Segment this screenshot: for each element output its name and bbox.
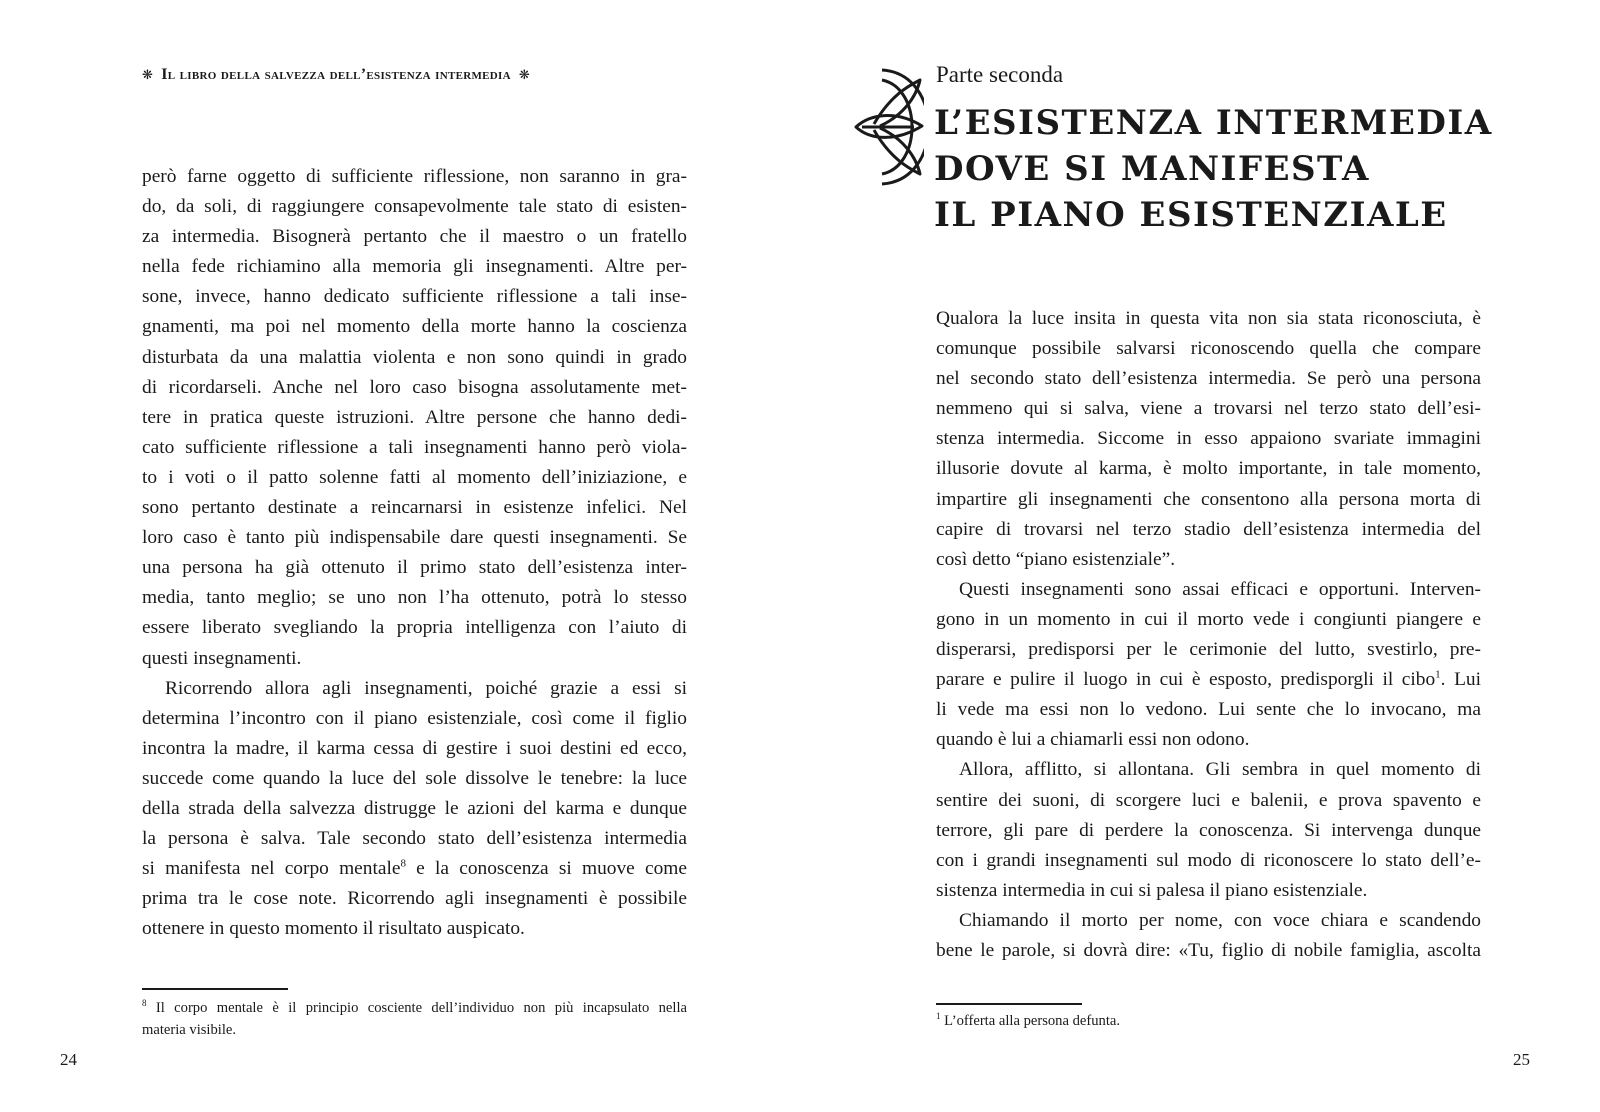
body-text	[142, 162, 687, 944]
header-ornament-icon: ❋	[518, 67, 531, 82]
footnote-line: materia visibile.	[142, 1022, 237, 1038]
text-line: impartire gli insegnamenti che consentono alla persona morta di	[936, 488, 1481, 510]
text-line: comunque possibile salvarsi riconoscendo quella che compare	[936, 338, 1481, 360]
text-line: succede come quando la luce del sole dissolve le tenebre: la luce	[142, 767, 687, 789]
chapter-title	[934, 100, 1534, 238]
lotus-ornament-icon	[852, 66, 924, 188]
text-line: quando è lui a chiamarli essi non odono.	[936, 729, 1250, 751]
header-ornament-icon: ❋	[142, 67, 154, 82]
text-line: loro caso è tanto più indispensabile dare questi insegnamenti. Se	[142, 527, 687, 549]
text-line: Allora, afflitto, si allontana. Gli sembra in quel momento di	[959, 759, 1481, 781]
body-text	[936, 304, 1481, 966]
text-line: do, da soli, di raggiungere consapevolmente tale stato di esisten-	[142, 196, 687, 218]
text-line: una persona ha già ottenuto il primo stato dell’esistenza inter-	[142, 557, 687, 579]
footnote-reference: 1	[1435, 668, 1441, 681]
footnote	[142, 997, 687, 1041]
footnote-text: Il corpo mentale è il principio cosciente dell’individuo non più incapsulato nella	[146, 1000, 687, 1016]
running-header-title: Il libro della salvezza dell’esistenza intermedia	[161, 66, 511, 83]
text-line: gono in un momento in cui il morto vede i congiunti piangere e	[936, 608, 1481, 630]
text-line: Chiamando il morto per nome, con voce chiara e scandendo	[959, 909, 1481, 931]
footnote-marker: 1	[936, 1011, 941, 1022]
text-line: sone, invece, hanno dedicato sufficiente riflessione a tali inse-	[142, 286, 687, 308]
text-line: prima tra le cose note. Ricorrendo agli insegnamenti è possibile	[142, 888, 687, 910]
footnote-divider	[142, 988, 288, 990]
text-line: li vede ma essi non lo vedono. Lui sente che lo invocano, ma	[936, 699, 1481, 721]
chapter-title-line: DOVE SI MANIFESTA	[934, 149, 1370, 189]
text-line: Qualora la luce insita in questa vita non sia stata riconosciuta, è	[936, 308, 1481, 329]
text-line: nel secondo stato dell’esistenza intermedia. Se però una persona	[936, 368, 1481, 390]
text-fragment: . Lui	[1440, 669, 1481, 691]
footnote	[936, 1010, 1481, 1032]
right-page	[800, 0, 1600, 1112]
text-line: di ricordarseli. Anche nel loro caso bisogna assolutamente met-	[142, 376, 687, 398]
footnote-reference: 8	[400, 857, 406, 870]
text-line	[142, 854, 687, 884]
chapter-title-line: L’ESISTENZA INTERMEDIA	[934, 103, 1493, 143]
text-line: sentire dei suoni, di scorgere luci e balenii, e prova spavento e	[936, 789, 1481, 811]
text-line: terrore, gli pare di perdere la conoscenza. Si intervenga dunque	[936, 819, 1481, 841]
text-line: disturbata da una malattia violenta e non sono quindi in grado	[142, 346, 687, 368]
text-line: Ricorrendo allora agli insegnamenti, poiché grazie a essi si	[165, 677, 687, 699]
text-line: ottenere in questo momento il risultato auspicato.	[142, 918, 525, 940]
text-line: così detto “piano esistenziale”.	[936, 548, 1176, 570]
text-fragment: e la conoscenza si muove come	[405, 858, 687, 880]
text-line: nemmeno qui si salva, viene a trovarsi nel terzo stato dell’esi-	[936, 398, 1481, 420]
part-label: Parte seconda	[936, 62, 1064, 87]
footnote-marker: 8	[142, 998, 147, 1009]
text-line: essere liberato svegliando la propria intelligenza con l’aiuto di	[142, 617, 687, 639]
text-line: gnamenti, ma poi nel momento della morte hanno la coscienza	[142, 316, 687, 338]
text-line: la persona è salva. Tale secondo stato dell’esistenza intermedia	[142, 828, 687, 850]
text-line: to i voti o il patto solenne fatti al momento dell’iniziazione, e	[142, 466, 687, 488]
text-line: con i grandi insegnamenti sul modo di riconoscere lo stato dell’e-	[936, 849, 1481, 871]
text-line: disperarsi, predisporsi per le cerimonie del lutto, svestirlo, pre-	[936, 639, 1481, 661]
text-line: della strada della salvezza distrugge le azioni del karma e dunque	[142, 797, 687, 819]
text-line: incontra la madre, il karma cessa di gestire i suoi destini ed ecco,	[142, 737, 687, 759]
text-line: capire di trovarsi nel terzo stadio dell’esistenza intermedia del	[936, 518, 1481, 540]
text-line: stenza intermedia. Siccome in esso appaiono svariate immagini	[936, 428, 1481, 450]
footnote-line	[142, 997, 687, 1019]
text-line	[936, 665, 1481, 695]
text-line: nella fede richiamino alla memoria gli insegnamenti. Altre per-	[142, 256, 687, 278]
page-number: 25	[1513, 1050, 1530, 1069]
text-line: illusorie dovute al karma, è molto importante, in tale momento,	[936, 458, 1481, 480]
running-header	[142, 66, 642, 84]
text-line: za intermedia. Bisognerà pertanto che il maestro o un fratello	[142, 226, 687, 248]
text-line: però farne oggetto di sufficiente riflessione, non saranno in gra-	[142, 166, 687, 187]
footnote-text: L’offerta alla persona defunta.	[940, 1013, 1121, 1029]
footnote-divider	[936, 1003, 1082, 1005]
text-line: questi insegnamenti.	[142, 647, 302, 669]
text-line: Questi insegnamenti sono assai efficaci e opportuni. Interven-	[959, 578, 1481, 600]
text-line: media, tanto meglio; se uno non l’ha ottenuto, potrà lo stesso	[142, 587, 687, 609]
chapter-title-line: IL PIANO ESISTENZIALE	[934, 195, 1448, 235]
text-line: cato sufficiente riflessione a tali insegnamenti hanno però viola-	[142, 436, 687, 458]
text-line: sono pertanto destinate a reincarnarsi in esistenze infelici. Nel	[142, 497, 687, 519]
text-line: bene le parole, si dovrà dire: «Tu, figlio di nobile famiglia, ascolta	[936, 939, 1481, 961]
text-line: determina l’incontro con il piano esistenziale, così come il figlio	[142, 707, 687, 729]
text-line: tere in pratica queste istruzioni. Altre persone che hanno dedi-	[142, 406, 687, 428]
text-line: sistenza intermedia in cui si palesa il piano esistenziale.	[936, 879, 1368, 901]
page-number: 24	[60, 1050, 77, 1069]
text-fragment: si manifesta nel corpo mentale	[142, 858, 401, 880]
text-fragment: parare e pulire il luogo in cui è esposto, predisporgli il cibo	[936, 669, 1436, 691]
